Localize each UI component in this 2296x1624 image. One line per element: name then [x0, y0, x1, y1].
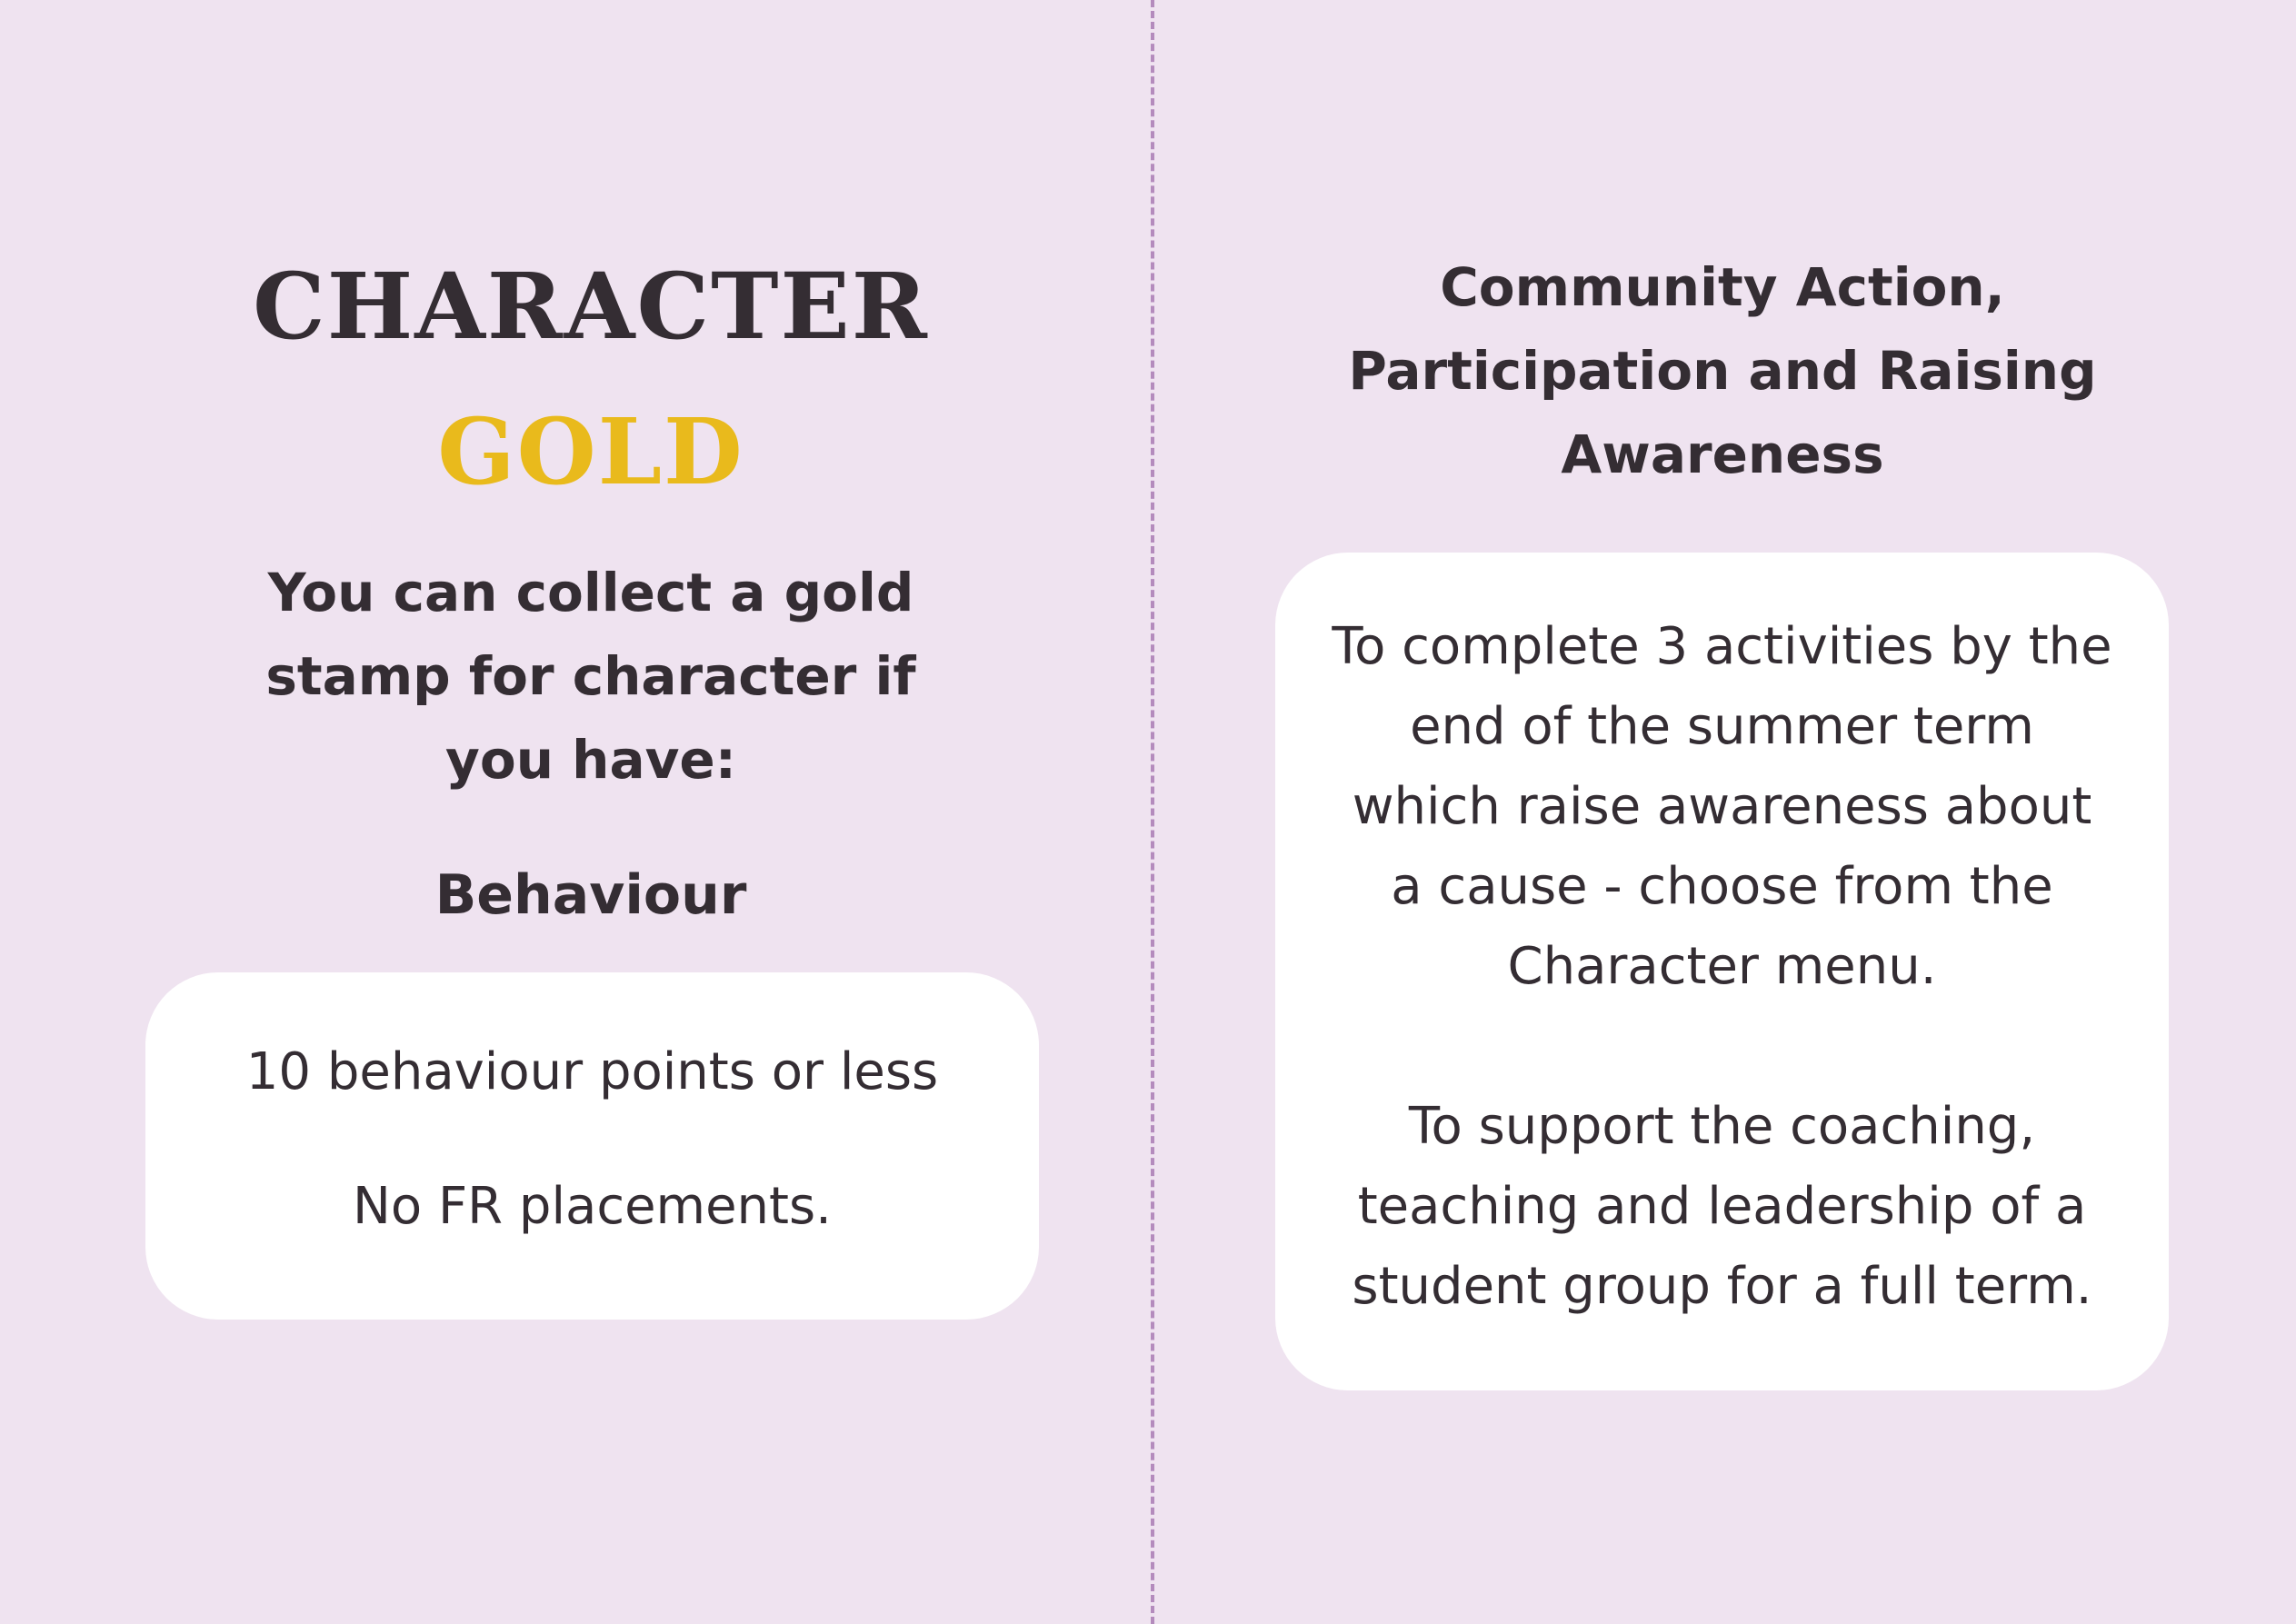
behaviour-heading: Behaviour — [434, 863, 747, 927]
behaviour-criterion-fr: No FR placements. — [353, 1177, 832, 1236]
level-subtitle: GOLD — [437, 398, 744, 505]
community-heading: Community Action, Participation and Raising Awareness — [1348, 256, 2097, 485]
community-criterion-support: To support the coaching, teaching and leadership of a student group for a full term. — [1352, 1097, 2092, 1316]
intro-text: You can collect a gold stamp for character if you have: — [265, 562, 916, 791]
community-criterion-activities: To complete 3 activities by the end of the summer term which raise awareness about a cause - choose from the Character menu. — [1332, 617, 2112, 996]
community-card — [1275, 553, 2169, 1390]
page-divider — [1151, 0, 1154, 1624]
page-title: CHARACTER — [253, 253, 929, 360]
behaviour-card — [145, 972, 1039, 1320]
behaviour-criterion-points: 10 behaviour points or less — [245, 1042, 939, 1101]
